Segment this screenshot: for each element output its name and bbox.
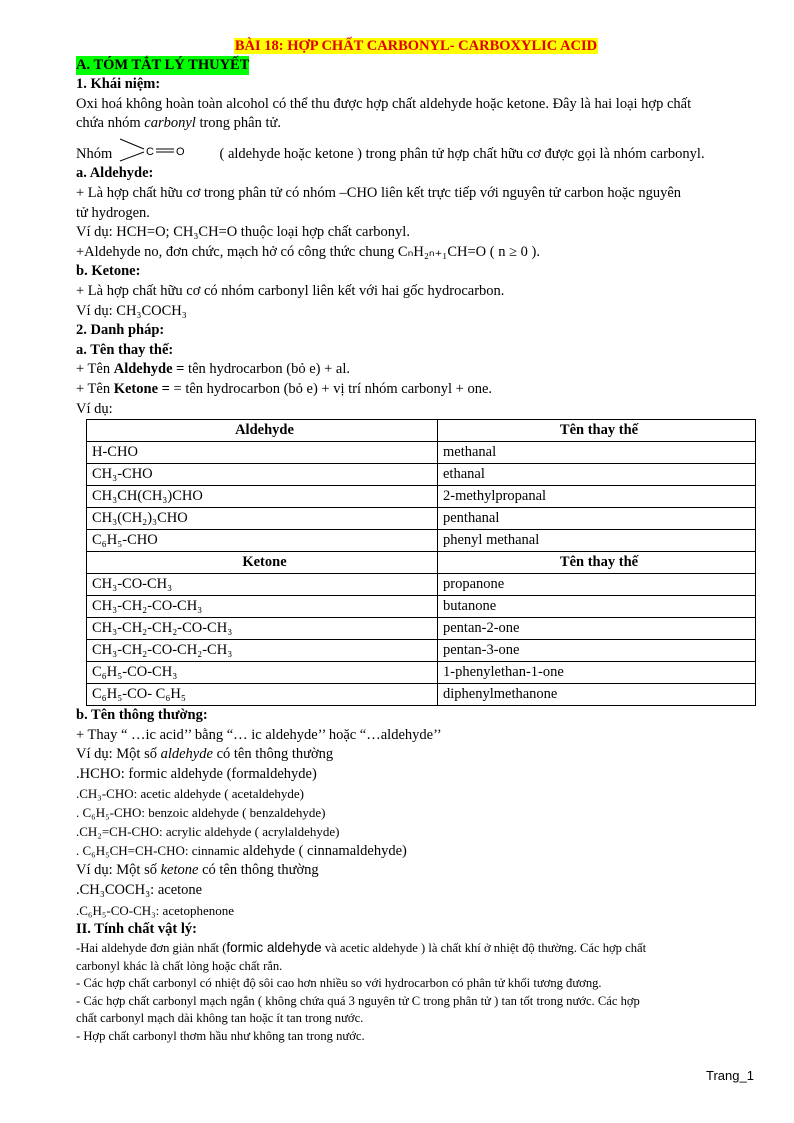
table-row — [87, 684, 756, 706]
ketone-def: + Là hợp chất hữu cơ có nhóm carbonyl liên kết với hai gốc hydrocarbon. — [76, 282, 505, 299]
physical-property-3: - Các hợp chất carbonyl mạch ngắn ( không chứa quá 3 nguyên tử C trong phân tử ) tan tốt trong nước. Các hợp — [76, 993, 640, 1008]
table-cell: pentan-2-one — [438, 618, 756, 640]
common-name-rule: + Thay “ …ic acid’’ bằng “… ic aldehyde’’ hoặc “…aldehyde’’ — [76, 726, 442, 743]
lesson-title: BÀI 18: HỢP CHẤT CARBONYL- CARBOXYLIC ACID — [234, 38, 598, 54]
table-cell: CH₃-CH₂-CH₂-CO-CH₃ — [87, 618, 438, 640]
table-header-cell: Aldehyde — [87, 420, 438, 442]
table-row — [87, 596, 756, 618]
table-cell: CH₃-CHO — [87, 464, 438, 486]
table-cell: C₆H₅-CO-CH₃ — [87, 662, 438, 684]
table-cell: penthanal — [438, 508, 756, 530]
table-row — [87, 530, 756, 552]
carbonyl-structure-diagram — [116, 136, 216, 164]
common-name-heading: b. Tên thông thường: — [76, 707, 208, 724]
common-name-line: .CH₃COCH₃: acetone — [76, 882, 203, 899]
table-cell: CH₃CH(CH₃)CHO — [87, 486, 438, 508]
physical-property-1: -Hai aldehyde đơn giản nhất (formic aldehyde và acetic aldehyde ) là chất khí ở nhiệt độ thường. Các hợp chất — [76, 940, 647, 956]
table-header-cell: Tên thay thế — [438, 420, 756, 442]
concept-intro-2: chứa nhóm carbonyl trong phân tử. — [76, 115, 281, 132]
table-row — [87, 574, 756, 596]
aldehyde-example: Ví dụ: HCH=O; CH₃CH=O thuộc loại hợp chất carbonyl. — [76, 224, 410, 241]
table-header-cell: Ketone — [87, 552, 438, 574]
table-cell: ethanal — [438, 464, 756, 486]
aldehyde-naming-rule: + Tên Aldehyde = tên hydrocarbon (bỏ e) + al. — [76, 361, 351, 378]
physical-property-3-cont: chất carbonyl mạch dài không tan hoặc ít tan trong nước. — [76, 1011, 364, 1026]
substitutive-name-heading: a. Tên thay thế: — [76, 341, 174, 358]
table-cell: 1-phenylethan-1-one — [438, 662, 756, 684]
naming-example-label: Ví dụ: — [76, 400, 113, 417]
table-row — [87, 486, 756, 508]
aldehyde-def-1: + Là hợp chất hữu cơ trong phân tử có nhóm –CHO liên kết trực tiếp với nguyên tử carbon hoặc nguyên — [76, 184, 682, 201]
table-cell: CH₃-CH₂-CO-CH₃ — [87, 596, 438, 618]
physical-property-2: - Các hợp chất carbonyl có nhiệt độ sôi cao hơn nhiều so với hydrocarbon có phân tử khối tương đương. — [76, 976, 602, 991]
table-cell: CH₃-CO-CH₃ — [87, 574, 438, 596]
table-row — [87, 508, 756, 530]
concept-heading: 1. Khái niệm: — [76, 76, 161, 92]
section-a-heading: A. TÓM TẮT LÝ THUYẾT — [76, 57, 250, 73]
concept-intro-1: Oxi hoá không hoàn toàn alcohol có thể thu được hợp chất aldehyde hoặc ketone. Đây là hai loại hợp chất — [76, 95, 692, 112]
table-cell: CH₃-CH₂-CO-CH₂-CH₃ — [87, 640, 438, 662]
table-row — [87, 618, 756, 640]
table-cell: C₆H₅-CO- C₆H₅ — [87, 684, 438, 706]
physical-property-4: - Hợp chất carbonyl thơm hầu như không tan trong nước. — [76, 1028, 365, 1043]
ketone-example: Ví dụ: CH₃COCH₃ — [76, 302, 187, 319]
aldehyde-def-2: tử hydrogen. — [76, 204, 150, 221]
common-name-line: .HCHO: formic aldehyde (formaldehyde) — [76, 765, 317, 782]
physical-property-1-cont: carbonyl khác là chất lỏng hoặc chất rắn. — [76, 958, 283, 973]
table-row — [87, 464, 756, 486]
carbonyl-group-line: Nhóm C O ( aldehyde hoặc ketone ) trong phân tử hợp chất hữu cơ được gọi là nhóm carbonyl. — [76, 136, 756, 165]
ketone-heading: b. Ketone: — [76, 263, 141, 280]
page-number: Trang_1 — [706, 1068, 754, 1083]
document-page — [76, 36, 756, 1045]
common-name-line: .C₆H₅-CO-CH₃: acetophenone — [76, 902, 235, 918]
table-cell: 2-methylpropanal — [438, 486, 756, 508]
table-cell: C₆H₅-CHO — [87, 530, 438, 552]
common-name-line: . C₆H₅CH=CH-CHO: cinnamic aldehyde ( cinnamaldehyde) — [76, 843, 407, 860]
table-cell: methanal — [438, 442, 756, 464]
table-row — [87, 662, 756, 684]
table-cell: phenyl methanal — [438, 530, 756, 552]
table-row — [87, 442, 756, 464]
aldehyde-heading: a. Aldehyde: — [76, 165, 154, 182]
table-header-row — [87, 552, 756, 574]
table-cell: diphenylmethanone — [438, 684, 756, 706]
table-cell: H-CHO — [87, 442, 438, 464]
physical-properties-heading: II. Tính chất vật lý: — [76, 920, 197, 937]
table-cell: CH₃(CH₂)₃CHO — [87, 508, 438, 530]
carbonyl-oxygen-label: O — [175, 145, 185, 158]
common-name-line: .CH₃-CHO: acetic aldehyde ( acetaldehyde) — [76, 786, 304, 802]
ketone-naming-rule: + Tên Ketone = = tên hydrocarbon (bỏ e) + vị trí nhóm carbonyl + one. — [76, 380, 493, 397]
table-cell: butanone — [438, 596, 756, 618]
table-cell: pentan-3-one — [438, 640, 756, 662]
common-name-line: . C₆H₅-CHO: benzoic aldehyde ( benzaldehyde) — [76, 805, 326, 821]
table-header-cell: Tên thay thế — [438, 552, 756, 574]
ketone-common-example-label: Ví dụ: Một số ketone có tên thông thường — [76, 862, 319, 879]
table-cell: propanone — [438, 574, 756, 596]
common-name-line: .CH₂=CH-CHO: acrylic aldehyde ( acrylaldehyde) — [76, 824, 340, 840]
nomenclature-heading: 2. Danh pháp: — [76, 322, 165, 339]
aldehyde-general-formula: +Aldehyde no, đơn chức, mạch hở có công thức chung CₙH₂ₙ₊₁CH=O ( n ≥ 0 ). — [76, 243, 541, 260]
table-header-row — [87, 420, 756, 442]
nomenclature-table — [86, 419, 756, 706]
carbonyl-carbon-label: C — [145, 145, 154, 158]
aldehyde-common-example-label: Ví dụ: Một số aldehyde có tên thông thường — [76, 746, 334, 763]
table-row — [87, 640, 756, 662]
